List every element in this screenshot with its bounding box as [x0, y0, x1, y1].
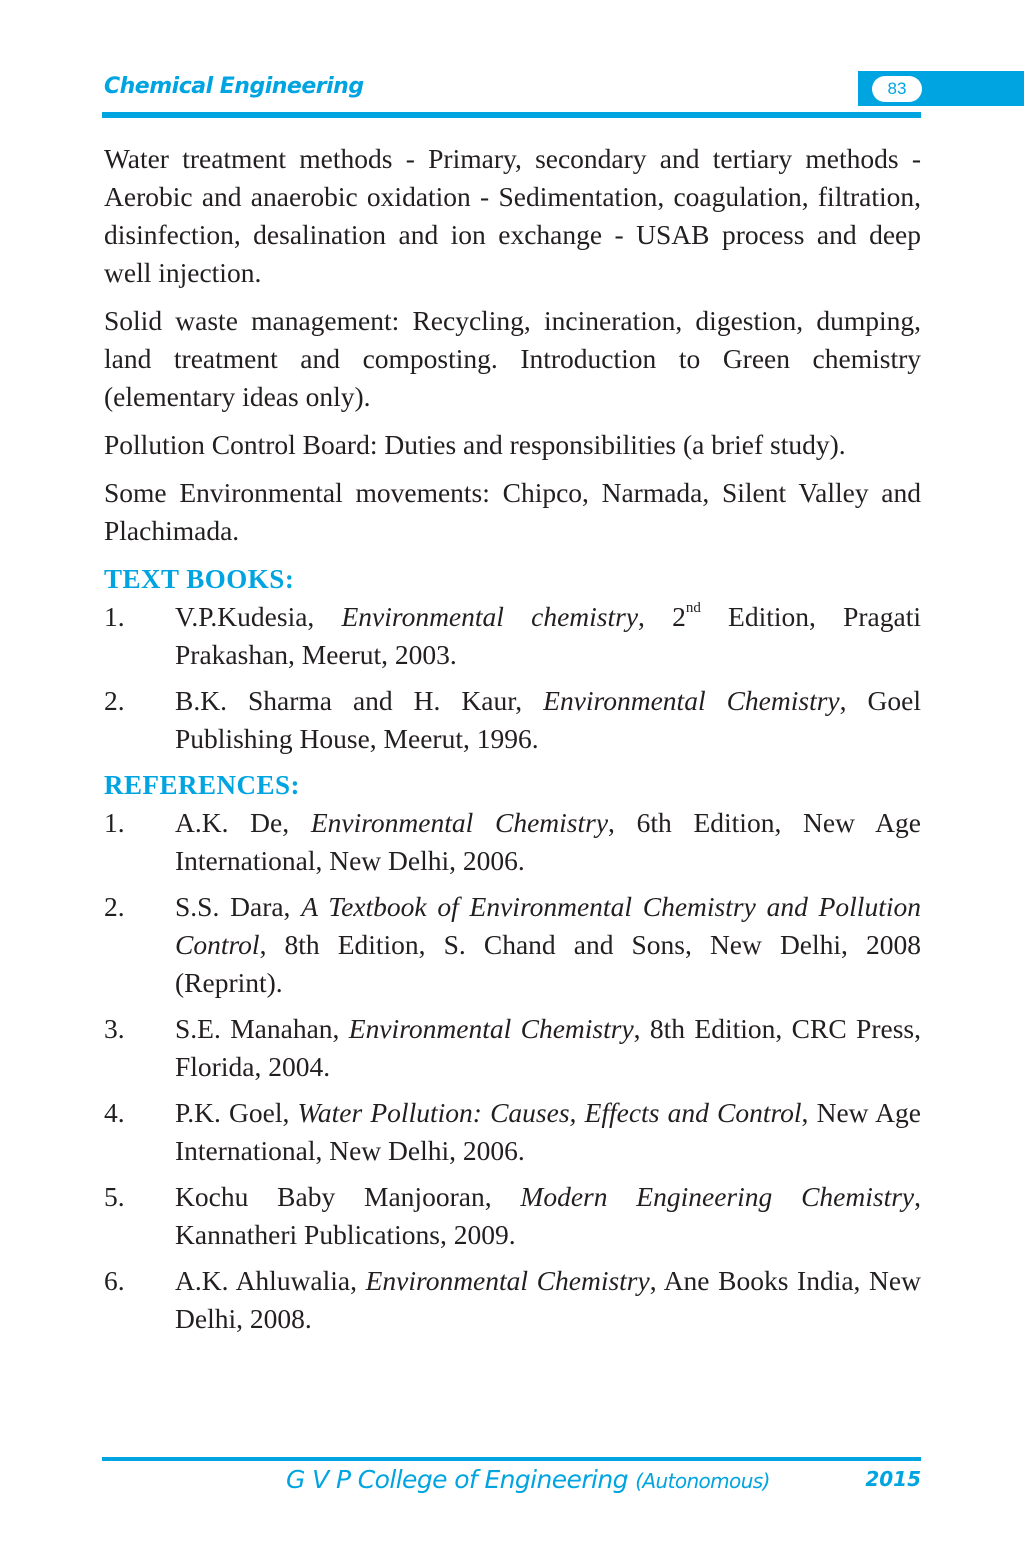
text-books-heading: TEXT BOOKS:	[104, 564, 295, 594]
item-text: S.S. Dara, A Textbook of Environmental Chemistry and Pollution Control, 8th Edition, S. Chand and Sons, New Delhi, 2008 (Reprint).	[175, 891, 921, 998]
item-text: A.K. Ahluwalia, Environmental Chemistry, Ane Books India, New Delhi, 2008.	[175, 1265, 921, 1334]
item-number: 5.	[104, 1181, 125, 1212]
header-rule	[102, 112, 921, 118]
reference-item	[104, 1010, 921, 1086]
item-text: Kochu Baby Manjooran, Modern Engineering Chemistry, Kannatheri Publications, 2009.	[175, 1181, 921, 1250]
item-number: 4.	[104, 1097, 125, 1128]
item-number: 3.	[104, 1013, 125, 1044]
item-text: S.E. Manahan, Environmental Chemistry, 8th Edition, CRC Press, Florida, 2004.	[175, 1013, 921, 1082]
item-text: A.K. De, Environmental Chemistry, 6th Edition, New Age International, New Delhi, 2006.	[175, 807, 921, 876]
paragraph-movements: Some Environmental movements: Chipco, Narmada, Silent Valley and Plachimada.	[104, 477, 921, 546]
item-number: 2.	[104, 891, 125, 922]
item-number: 6.	[104, 1265, 125, 1296]
item-number: 2.	[104, 685, 125, 716]
reference-item	[104, 804, 921, 880]
reference-item	[104, 888, 921, 1002]
running-title: Chemical Engineering	[104, 74, 364, 99]
paragraph-pollution-board: Pollution Control Board: Duties and responsibilities (a brief study).	[104, 429, 846, 460]
item-number: 1.	[104, 601, 125, 632]
footer-rule	[102, 1457, 921, 1461]
text-book-item	[104, 598, 921, 674]
references-heading: REFERENCES:	[104, 770, 301, 800]
reference-item	[104, 1178, 921, 1254]
footer-year: 2015	[865, 1467, 921, 1491]
item-text: B.K. Sharma and H. Kaur, Environmental Chemistry, Goel Publishing House, Meerut, 1996.	[175, 685, 921, 754]
page-number: 83	[872, 76, 922, 102]
item-text: V.P.Kudesia, Environmental chemistry, 2nd Edition, Pragati Prakashan, Meerut, 2003.	[175, 599, 921, 670]
text-book-item	[104, 682, 921, 758]
item-number: 1.	[104, 807, 125, 838]
paragraph-water-treatment: Water treatment methods - Primary, secondary and tertiary methods - Aerobic and anaerobic oxidation - Sedimentation, coagulation, filtration, disinfection, desalination and ion exchange - USAB process and deep well injection.	[104, 143, 921, 288]
reference-item	[104, 1094, 921, 1170]
page-content	[104, 140, 921, 1346]
paragraph-solid-waste: Solid waste management: Recycling, incineration, digestion, dumping, land treatment and composting. Introduction to Green chemistry (elementary ideas only).	[104, 305, 921, 412]
reference-item	[104, 1262, 921, 1338]
item-text: P.K. Goel, Water Pollution: Causes, Effects and Control, New Age International, New Delhi, 2006.	[175, 1097, 921, 1166]
footer-college-name: G V P College of Engineering (Autonomous)	[286, 1465, 770, 1494]
